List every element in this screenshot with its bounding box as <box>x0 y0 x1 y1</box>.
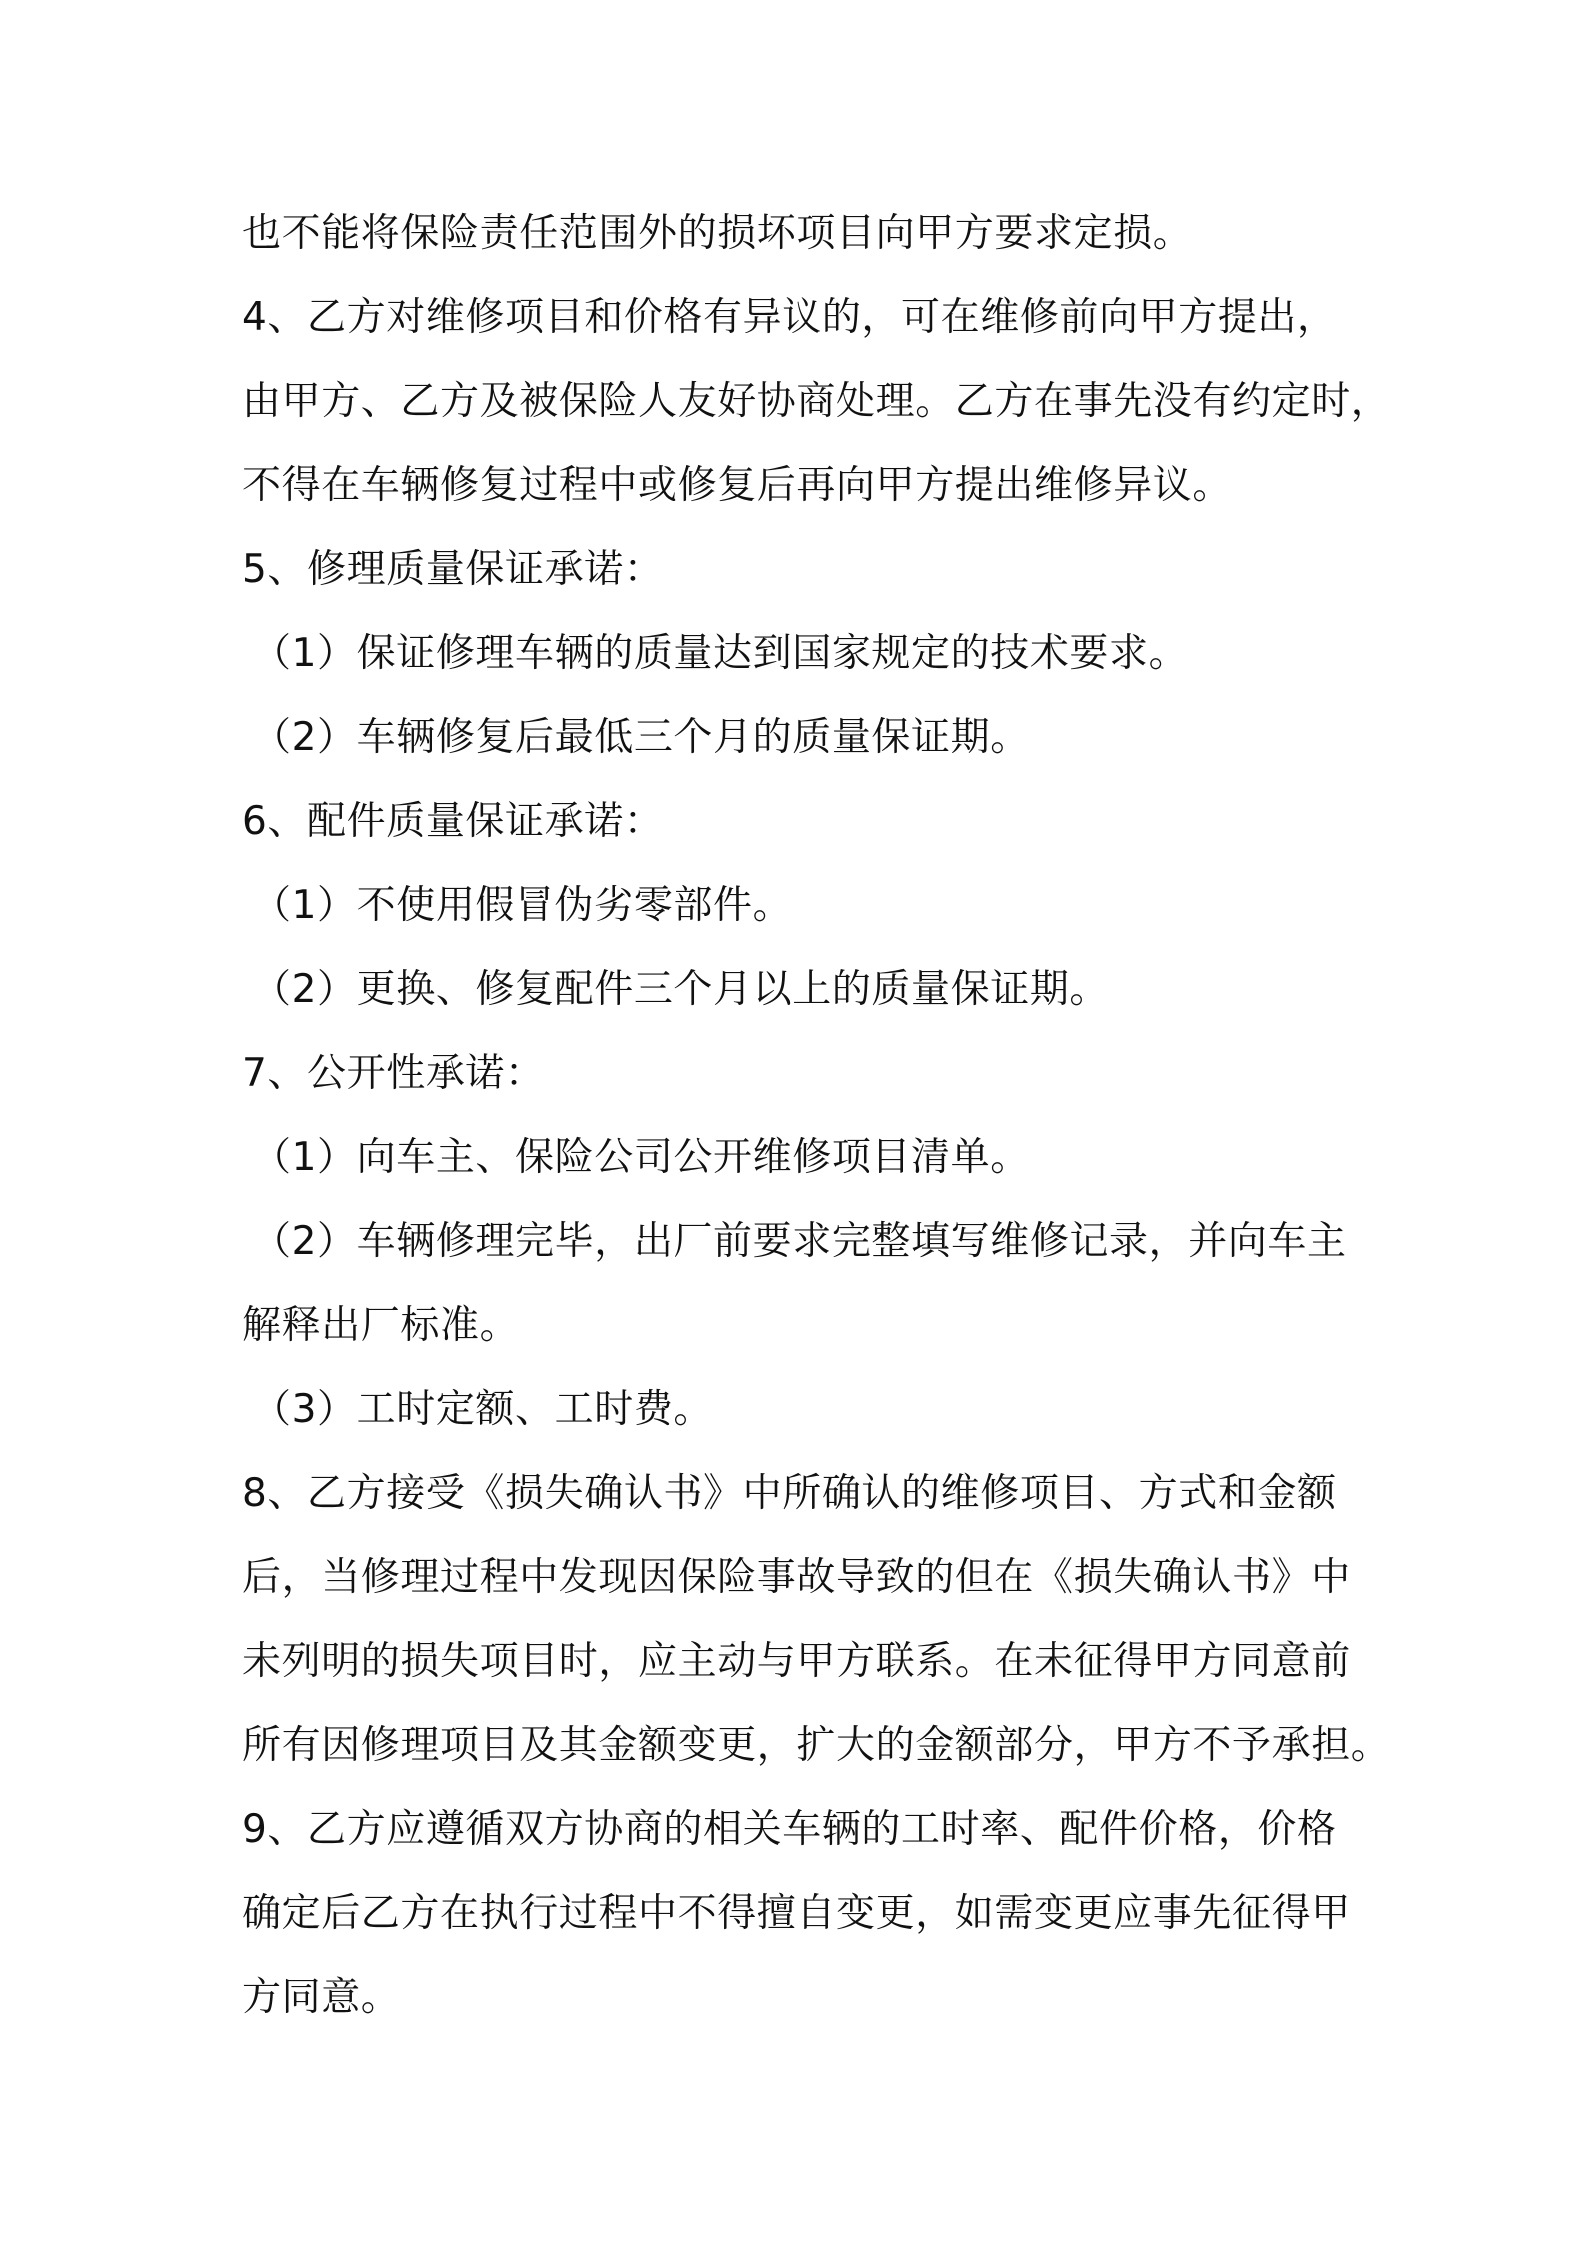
clause-5-item-2: （2）车辆修复后最低三个月的质量保证期。 <box>252 715 1030 760</box>
paragraph-line: 确定后乙方在执行过程中不得擅自变更，如需变更应事先征得甲 <box>242 1891 1351 1936</box>
paragraph-line: 未列明的损失项目时，应主动与甲方联系。在未征得甲方同意前 <box>242 1639 1351 1684</box>
clause-7-item-2: （2）车辆修理完毕，出厂前要求完整填写维修记录，并向车主 <box>252 1219 1347 1264</box>
clause-4-line: 4、乙方对维修项目和价格有异议的，可在维修前向甲方提出， <box>242 295 1337 340</box>
clause-7-heading: 7、公开性承诺： <box>242 1051 545 1096</box>
paragraph-line: 后，当修理过程中发现因保险事故导致的但在《损失确认书》中 <box>242 1555 1351 1600</box>
document-body <box>242 192 1391 2040</box>
clause-6-item-1: （1）不使用假冒伪劣零部件。 <box>252 883 793 928</box>
paragraph-line: 方同意。 <box>242 1975 401 2020</box>
paragraph-line: 也不能将保险责任范围外的损坏项目向甲方要求定损。 <box>242 211 1193 256</box>
clause-5-item-1: （1）保证修理车辆的质量达到国家规定的技术要求。 <box>252 631 1189 676</box>
paragraph-line: 所有因修理项目及其金额变更，扩大的金额部分，甲方不予承担。 <box>242 1723 1391 1768</box>
clause-7-item-3: （3）工时定额、工时费。 <box>252 1387 714 1432</box>
clause-6-heading: 6、配件质量保证承诺： <box>242 799 664 844</box>
clause-7-item-1: （1）向车主、保险公司公开维修项目清单。 <box>252 1135 1030 1180</box>
clause-6-item-2: （2）更换、修复配件三个月以上的质量保证期。 <box>252 967 1110 1012</box>
clause-8-line: 8、乙方接受《损失确认书》中所确认的维修项目、方式和金额 <box>242 1471 1337 1516</box>
clause-9-line: 9、乙方应遵循双方协商的相关车辆的工时率、配件价格，价格 <box>242 1807 1337 1852</box>
paragraph-line: 不得在车辆修复过程中或修复后再向甲方提出维修异议。 <box>242 463 1233 508</box>
paragraph-line: 由甲方、乙方及被保险人友好协商处理。乙方在事先没有约定时， <box>242 379 1391 424</box>
paragraph-line: 解释出厂标准。 <box>242 1303 520 1348</box>
clause-5-heading: 5、修理质量保证承诺： <box>242 547 664 592</box>
